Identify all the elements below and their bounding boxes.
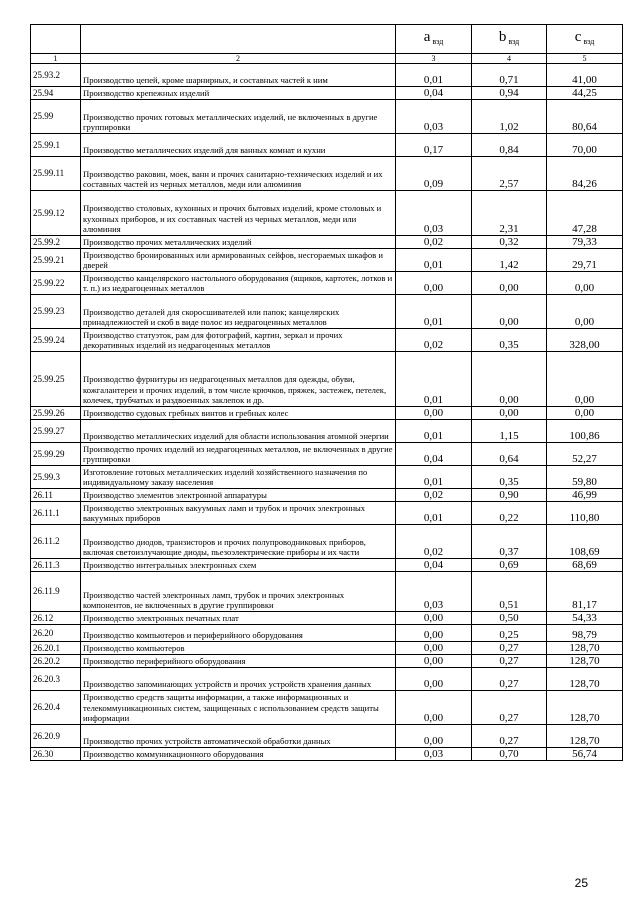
row-value-a: 0,00 (396, 407, 472, 420)
table-row (31, 691, 623, 725)
header-a-subscript: вэд (432, 36, 444, 46)
row-name: Производство компьютеров и периферийного оборудования (81, 625, 396, 642)
table-row (31, 329, 623, 352)
row-value-c: 41,00 (547, 64, 623, 87)
row-name: Производство столовых, кухонных и прочих бытовых изделий, кроме столовых и кухонных приборов, и их составных частей из черных металлов, меди или алюминия (81, 191, 396, 236)
row-code: 26.20.4 (31, 691, 81, 725)
table-row (31, 748, 623, 761)
row-code: 26.11 (31, 489, 81, 502)
row-value-c: 46,99 (547, 489, 623, 502)
row-value-a: 0,03 (396, 100, 472, 134)
row-value-a: 0,01 (396, 352, 472, 407)
row-value-a: 0,02 (396, 329, 472, 352)
row-value-a: 0,02 (396, 236, 472, 249)
page-number: 25 (574, 876, 588, 890)
row-value-b: 0,00 (472, 407, 547, 420)
row-value-c: 128,70 (547, 691, 623, 725)
table-row (31, 655, 623, 668)
row-code: 25.99.1 (31, 134, 81, 157)
row-value-c: 44,25 (547, 87, 623, 100)
table-row (31, 272, 623, 295)
row-code: 25.99.27 (31, 420, 81, 443)
row-value-c: 79,33 (547, 236, 623, 249)
row-value-a: 0,01 (396, 249, 472, 272)
column-number: 3 (396, 54, 472, 64)
header-row (31, 25, 623, 54)
row-value-a: 0,03 (396, 572, 472, 612)
row-name: Производство электронных печатных плат (81, 612, 396, 625)
table-row (31, 87, 623, 100)
row-name: Производство прочих готовых металлических изделий, не включенных в другие группировки (81, 100, 396, 134)
row-code: 25.99.11 (31, 157, 81, 191)
row-value-c: 0,00 (547, 407, 623, 420)
row-name: Производство раковин, моек, ванн и прочих санитарно-технических изделий и их составных частей из черных металлов, меди или алюминия (81, 157, 396, 191)
row-name: Производство диодов, транзисторов и прочих полупроводниковых приборов, включая светоизлучающие диоды, пьезоэлектрические приборы и их части (81, 525, 396, 559)
row-value-c: 98,79 (547, 625, 623, 642)
row-value-b: 0,27 (472, 691, 547, 725)
row-name: Производство прочих изделий из недрагоценных металлов, не включенных в другие группировки (81, 443, 396, 466)
table-row (31, 572, 623, 612)
table-row (31, 157, 623, 191)
row-value-b: 0,27 (472, 668, 547, 691)
row-name: Производство элементов электронной аппаратуры (81, 489, 396, 502)
row-code: 25.99.24 (31, 329, 81, 352)
table-body (31, 25, 623, 761)
row-code: 26.20.2 (31, 655, 81, 668)
row-name: Производство металлических изделий для области использования атомной энергии (81, 420, 396, 443)
table-row (31, 407, 623, 420)
row-value-a: 0,00 (396, 642, 472, 655)
row-value-a: 0,01 (396, 466, 472, 489)
row-value-b: 0,25 (472, 625, 547, 642)
header-a-symbol: a (423, 28, 431, 45)
column-number: 2 (81, 54, 396, 64)
row-name: Производство компьютеров (81, 642, 396, 655)
row-value-b: 0,37 (472, 525, 547, 559)
row-code: 25.99.25 (31, 352, 81, 407)
coefficients-table (30, 24, 623, 761)
row-value-c: 328,00 (547, 329, 623, 352)
row-value-a: 0,01 (396, 420, 472, 443)
row-value-b: 0,51 (472, 572, 547, 612)
row-name: Производство крепежных изделий (81, 87, 396, 100)
row-value-c: 29,71 (547, 249, 623, 272)
row-value-c: 100,86 (547, 420, 623, 443)
row-value-b: 0,00 (472, 295, 547, 329)
row-value-b: 0,50 (472, 612, 547, 625)
row-name: Производство электронных вакуумных ламп и трубок и прочих электронных вакуумных приборов (81, 502, 396, 525)
row-value-b: 0,27 (472, 725, 547, 748)
table-row (31, 625, 623, 642)
table-row (31, 525, 623, 559)
row-name: Производство периферийного оборудования (81, 655, 396, 668)
table-row (31, 489, 623, 502)
row-value-a: 0,01 (396, 295, 472, 329)
row-code: 25.99 (31, 100, 81, 134)
row-value-b: 2,31 (472, 191, 547, 236)
row-name: Производство статуэток, рам для фотографий, картин, зеркал и прочих декоративных изделий из недрагоценных металлов (81, 329, 396, 352)
table-row (31, 64, 623, 87)
row-value-a: 0,02 (396, 489, 472, 502)
row-value-c: 56,74 (547, 748, 623, 761)
row-value-a: 0,02 (396, 525, 472, 559)
header-b-subscript: вэд (508, 36, 520, 46)
row-value-a: 0,00 (396, 691, 472, 725)
column-number: 4 (472, 54, 547, 64)
header-cell-name (81, 25, 396, 54)
table-row (31, 725, 623, 748)
row-value-b: 2,57 (472, 157, 547, 191)
row-code: 25.99.2 (31, 236, 81, 249)
row-name: Производство судовых гребных винтов и гребных колес (81, 407, 396, 420)
row-value-c: 52,27 (547, 443, 623, 466)
row-value-b: 0,27 (472, 642, 547, 655)
row-code: 26.11.9 (31, 572, 81, 612)
row-value-c: 84,26 (547, 157, 623, 191)
row-value-b: 0,69 (472, 559, 547, 572)
row-value-a: 0,00 (396, 272, 472, 295)
table-row (31, 642, 623, 655)
row-value-b: 0,00 (472, 352, 547, 407)
row-value-b: 0,71 (472, 64, 547, 87)
row-name: Производство интегральных электронных схем (81, 559, 396, 572)
row-name: Производство коммуникационного оборудования (81, 748, 396, 761)
row-value-c: 81,17 (547, 572, 623, 612)
column-number: 1 (31, 54, 81, 64)
row-value-a: 0,00 (396, 668, 472, 691)
header-cell-b (472, 25, 547, 54)
row-code: 25.99.23 (31, 295, 81, 329)
row-value-a: 0,09 (396, 157, 472, 191)
row-value-c: 128,70 (547, 642, 623, 655)
row-value-c: 108,69 (547, 525, 623, 559)
row-name: Производство прочих металлических изделий (81, 236, 396, 249)
row-value-a: 0,00 (396, 725, 472, 748)
row-value-c: 80,64 (547, 100, 623, 134)
row-value-a: 0,17 (396, 134, 472, 157)
row-value-c: 128,70 (547, 725, 623, 748)
row-value-a: 0,01 (396, 502, 472, 525)
row-value-c: 0,00 (547, 272, 623, 295)
row-value-a: 0,03 (396, 748, 472, 761)
column-number: 5 (547, 54, 623, 64)
row-code: 25.99.21 (31, 249, 81, 272)
row-value-b: 0,00 (472, 272, 547, 295)
row-code: 26.11.3 (31, 559, 81, 572)
row-value-a: 0,04 (396, 559, 472, 572)
row-code: 26.11.1 (31, 502, 81, 525)
row-value-b: 1,42 (472, 249, 547, 272)
row-name: Производство канцелярского настольного оборудования (ящиков, картотек, лотков и т. п.) из недрагоценных металлов (81, 272, 396, 295)
row-value-a: 0,04 (396, 87, 472, 100)
row-code: 25.99.3 (31, 466, 81, 489)
row-value-b: 0,84 (472, 134, 547, 157)
table-row (31, 443, 623, 466)
header-cell-code (31, 25, 81, 54)
row-value-c: 59,80 (547, 466, 623, 489)
table-row (31, 249, 623, 272)
row-name: Производство металлических изделий для ванных комнат и кухни (81, 134, 396, 157)
row-value-c: 54,33 (547, 612, 623, 625)
row-name: Изготовление готовых металлических изделий хозяйственного назначения по индивидуальному заказу населения (81, 466, 396, 489)
row-code: 26.20.9 (31, 725, 81, 748)
row-value-c: 128,70 (547, 655, 623, 668)
row-value-a: 0,00 (396, 612, 472, 625)
row-value-c: 110,80 (547, 502, 623, 525)
header-b-symbol: b (498, 28, 507, 45)
row-name: Производство запоминающих устройств и прочих устройств хранения данных (81, 668, 396, 691)
row-value-a: 0,03 (396, 191, 472, 236)
row-code: 25.94 (31, 87, 81, 100)
header-c-symbol: c (574, 28, 582, 45)
row-code: 25.93.2 (31, 64, 81, 87)
row-value-c: 70,00 (547, 134, 623, 157)
row-value-b: 0,32 (472, 236, 547, 249)
row-name: Производство средств защиты информации, а также информационных и телекоммуникационных систем, защищенных с использованием средств защиты информации (81, 691, 396, 725)
table-row (31, 420, 623, 443)
table-row (31, 295, 623, 329)
row-value-b: 0,70 (472, 748, 547, 761)
row-value-c: 68,69 (547, 559, 623, 572)
row-value-b: 0,64 (472, 443, 547, 466)
row-value-b: 0,27 (472, 655, 547, 668)
row-code: 26.12 (31, 612, 81, 625)
row-code: 26.20.3 (31, 668, 81, 691)
row-value-a: 0,00 (396, 655, 472, 668)
row-value-a: 0,01 (396, 64, 472, 87)
row-value-b: 1,02 (472, 100, 547, 134)
row-value-b: 0,35 (472, 466, 547, 489)
row-value-b: 0,35 (472, 329, 547, 352)
header-cell-a (396, 25, 472, 54)
row-name: Производство бронированных или армированных сейфов, несгораемых шкафов и дверей (81, 249, 396, 272)
header-c-subscript: вэд (583, 36, 595, 46)
table-row (31, 100, 623, 134)
row-code: 25.99.12 (31, 191, 81, 236)
table-row (31, 134, 623, 157)
row-code: 26.11.2 (31, 525, 81, 559)
row-value-a: 0,04 (396, 443, 472, 466)
row-code: 26.30 (31, 748, 81, 761)
row-value-b: 0,94 (472, 87, 547, 100)
row-value-b: 1,15 (472, 420, 547, 443)
row-code: 25.99.29 (31, 443, 81, 466)
column-number-row (31, 54, 623, 64)
row-name: Производство деталей для скоросшивателей или папок; канцелярских принадлежностей и скоб в виде полос из недрагоценных металлов (81, 295, 396, 329)
row-value-b: 0,22 (472, 502, 547, 525)
table-row (31, 191, 623, 236)
table-row (31, 352, 623, 407)
row-name: Производство прочих устройств автоматической обработки данных (81, 725, 396, 748)
row-value-a: 0,00 (396, 625, 472, 642)
row-value-c: 128,70 (547, 668, 623, 691)
row-name: Производство частей электронных ламп, трубок и прочих электронных компонентов, не включенных в другие группировки (81, 572, 396, 612)
table-row (31, 559, 623, 572)
header-cell-c (547, 25, 623, 54)
table-row (31, 502, 623, 525)
row-value-c: 0,00 (547, 295, 623, 329)
table-row (31, 612, 623, 625)
row-value-c: 47,28 (547, 191, 623, 236)
table-row (31, 236, 623, 249)
row-code: 25.99.22 (31, 272, 81, 295)
row-code: 25.99.26 (31, 407, 81, 420)
row-code: 26.20.1 (31, 642, 81, 655)
row-name: Производство фурнитуры из недрагоценных металлов для одежды, обуви, кожгалантереи и прочих изделий, в том числе крючков, пряжек, застежек, петелек, колечек, трубчатых и раздвоенных заклепок и др. (81, 352, 396, 407)
row-value-c: 0,00 (547, 352, 623, 407)
table-row (31, 668, 623, 691)
row-name: Производство цепей, кроме шарнирных, и составных частей к ним (81, 64, 396, 87)
row-value-b: 0,90 (472, 489, 547, 502)
row-code: 26.20 (31, 625, 81, 642)
table-row (31, 466, 623, 489)
